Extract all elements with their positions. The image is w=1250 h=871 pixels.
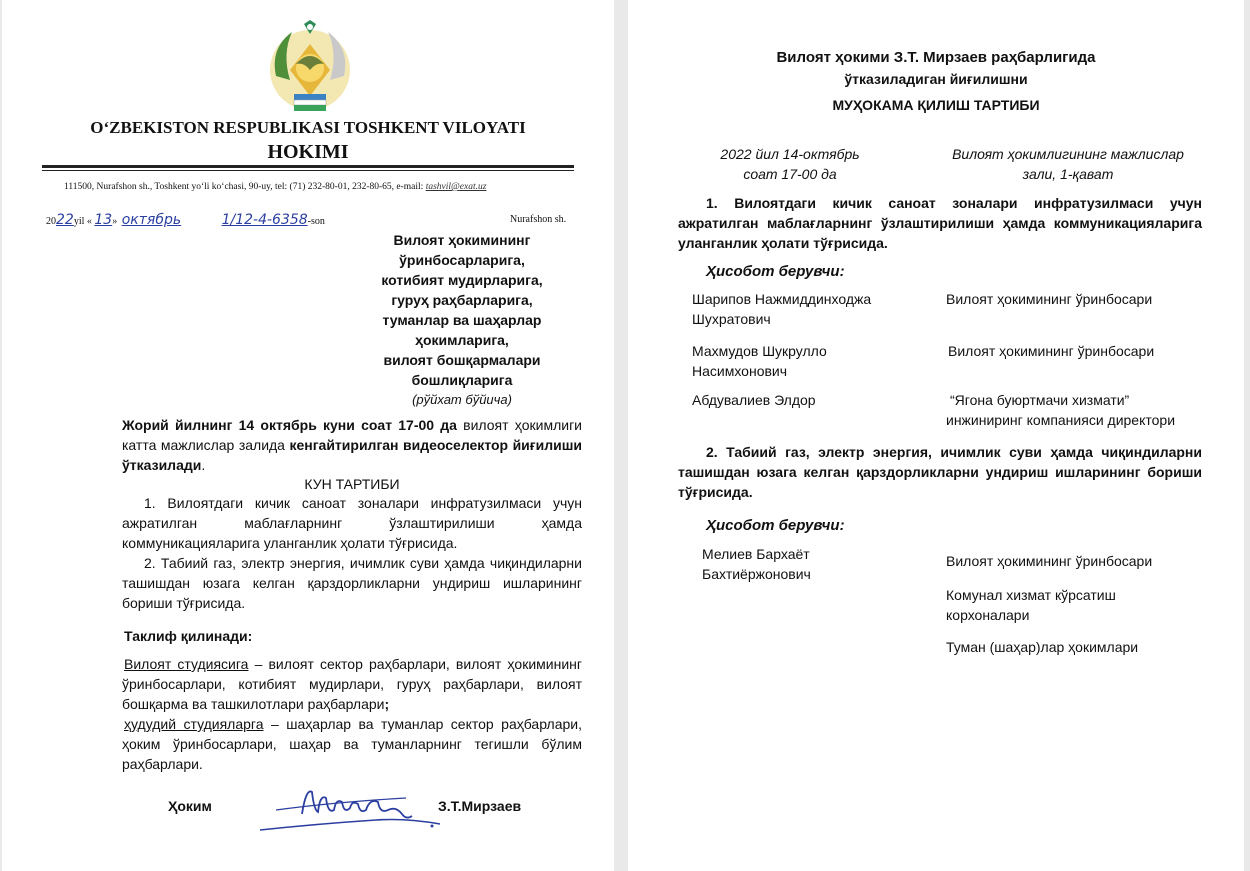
state-emblem-icon <box>260 18 360 118</box>
reporter-label: Ҳисобот берувчи: <box>706 263 845 280</box>
recipient-line: вилоят бошқармалари <box>383 352 541 368</box>
agenda-item-2-title: 2. Табиий газ, электр энергия, ичимлик суви ҳамда чиқиндиларни ташишдан юзага келган қарздорликларни ундириш ишларининг бориши тўғрисида. <box>678 444 1202 500</box>
signatory-title: Ҳоким <box>168 798 212 814</box>
invited-item: ҳудудий студияларга – шаҳарлар ва туманлар сектор раҳбарлари, ҳоким ўринбосарлари, шаҳар ва туманларнинг тегишли бўлим раҳбарлари. <box>122 716 582 772</box>
reporter-name: Мелиев Бархаёт Бахтиёржонович <box>702 546 811 582</box>
recipients-note: (рўйхат бўйича) <box>412 392 512 407</box>
address-line: 111500, Nurafshon sh., Toshkent yo‘li ko‘chasi, 90-uy, tel: (71) 232-80-01, 232-80-65, e-mail: tashvil@exat.uz <box>64 182 487 192</box>
official-letter-page <box>2 0 614 871</box>
handwritten-month: октябрь <box>121 212 182 228</box>
recipient-line: ҳокимларига, <box>415 332 509 348</box>
reporter-role: “Ягона буюртмачи хизмати” инжиниринг компанияси директори <box>946 392 1176 428</box>
agenda-header-title: МУҲОКАМА ҚИЛИШ ТАРТИБИ <box>832 97 1040 113</box>
place: Nurafshon sh. <box>510 214 567 225</box>
meeting-venue: Вилоят ҳокимлигининг мажлислар зали, 1-қават <box>952 146 1184 182</box>
reporter-role: Вилоят ҳокимининг ўринбосари <box>946 553 1153 569</box>
reporter-name: Шарипов Нажмиддинходжа Шухратович <box>692 291 872 327</box>
agenda-page <box>628 0 1244 871</box>
meeting-date: 2022 йил 14-октябрь соат 17-00 да <box>720 146 860 182</box>
email-link[interactable]: tashvil@exat.uz <box>425 182 487 192</box>
agenda-item-1-title: 1. Вилоятдаги кичик саноат зоналари инфратузилмаси учун ажратилган маблағларнинг ўзлаштирилиши ҳамда коммуникацияларига уланганлик ҳолати тўғрисида. <box>678 195 1202 251</box>
handwritten-ref-number: 1/12-4-6358 <box>221 212 308 228</box>
handwritten-year: 22 <box>56 212 74 228</box>
letter-title: HOKIMI <box>267 141 349 163</box>
reporter-name: Абдувалиев Элдор <box>692 392 816 408</box>
handwritten-day: 13 <box>94 212 113 228</box>
header-rule-thin <box>42 170 574 171</box>
recipient-line: Вилоят ҳокимининг <box>393 232 531 248</box>
agenda-item: 2. Табиий газ, электр энергия, ичимлик суви ҳамда чиқиндиларни ташишдан юзага келган қарздорликларни ундириш ишларининг бориши тўғрисида. <box>122 555 582 611</box>
reporter-name: Махмудов Шукрулло Насимхонович <box>692 343 827 379</box>
signature-icon <box>256 780 446 840</box>
header-rule-thick <box>42 165 574 168</box>
recipient-line: туманлар ва шаҳарлар <box>382 312 542 328</box>
invited-heading: Таклиф қилинади: <box>124 628 253 644</box>
recipients-block <box>362 230 562 410</box>
signatory-name: З.Т.Мирзаев <box>438 798 522 814</box>
agenda-header-line1: Вилоят ҳокими З.Т. Мирзаев раҳбарлигида <box>776 49 1096 66</box>
reporter-label: Ҳисобот берувчи: <box>706 517 845 534</box>
invited-list <box>122 654 582 774</box>
invited-item: Вилоят студиясига – вилоят сектор раҳбарлари, вилоят ҳокимининг ўринбосарлари, котибият мудирлари, гуруҳ раҳбарлари, вилоят бошқарма ва ташкилотлари раҳбарлари; <box>122 656 582 712</box>
reporter-role: Вилоят ҳокимининг ўринбосари <box>948 343 1155 359</box>
agenda-header-line2: ўтказиладиган йиғилишни <box>844 71 1028 87</box>
intro-paragraph: Жорий йилнинг 14 октябрь куни соат 17-00 да вилоят ҳокимлиги катта мажлислар залида кенгайтирилган видеоселектор йиғилиши ўтказилади. <box>122 417 582 473</box>
recipient-line: бошлиқларига <box>411 372 513 388</box>
reporter-role: Вилоят ҳокимининг ўринбосари <box>946 291 1153 307</box>
agenda-item: 1. Вилоятдаги кичик саноат зоналари инфратузилмаси учун ажратилган маблағларнинг ўзлаштирилиши ҳамда коммуникацияларига уланганлик ҳолати тўғрисида. <box>122 495 582 551</box>
date-ref-line: 2022yil « 13» октябрь 1/12-4-6358-son <box>46 212 325 228</box>
org-line: O‘ZBEKISTON RESPUBLIKASI TOSHKENT VILOYATI <box>90 118 526 137</box>
reporter-role: Комунал хизмат кўрсатиш корхоналари <box>946 587 1116 623</box>
recipient-line: гуруҳ раҳбарларига, <box>391 292 533 308</box>
reporter-role: Туман (шаҳар)лар ҳокимлари <box>946 639 1139 655</box>
recipient-line: ўринбосарларига, <box>399 252 525 268</box>
agenda-heading: КУН ТАРТИБИ <box>304 476 400 492</box>
recipient-line: котибият мудирларига, <box>381 272 543 288</box>
agenda-list <box>122 493 582 613</box>
